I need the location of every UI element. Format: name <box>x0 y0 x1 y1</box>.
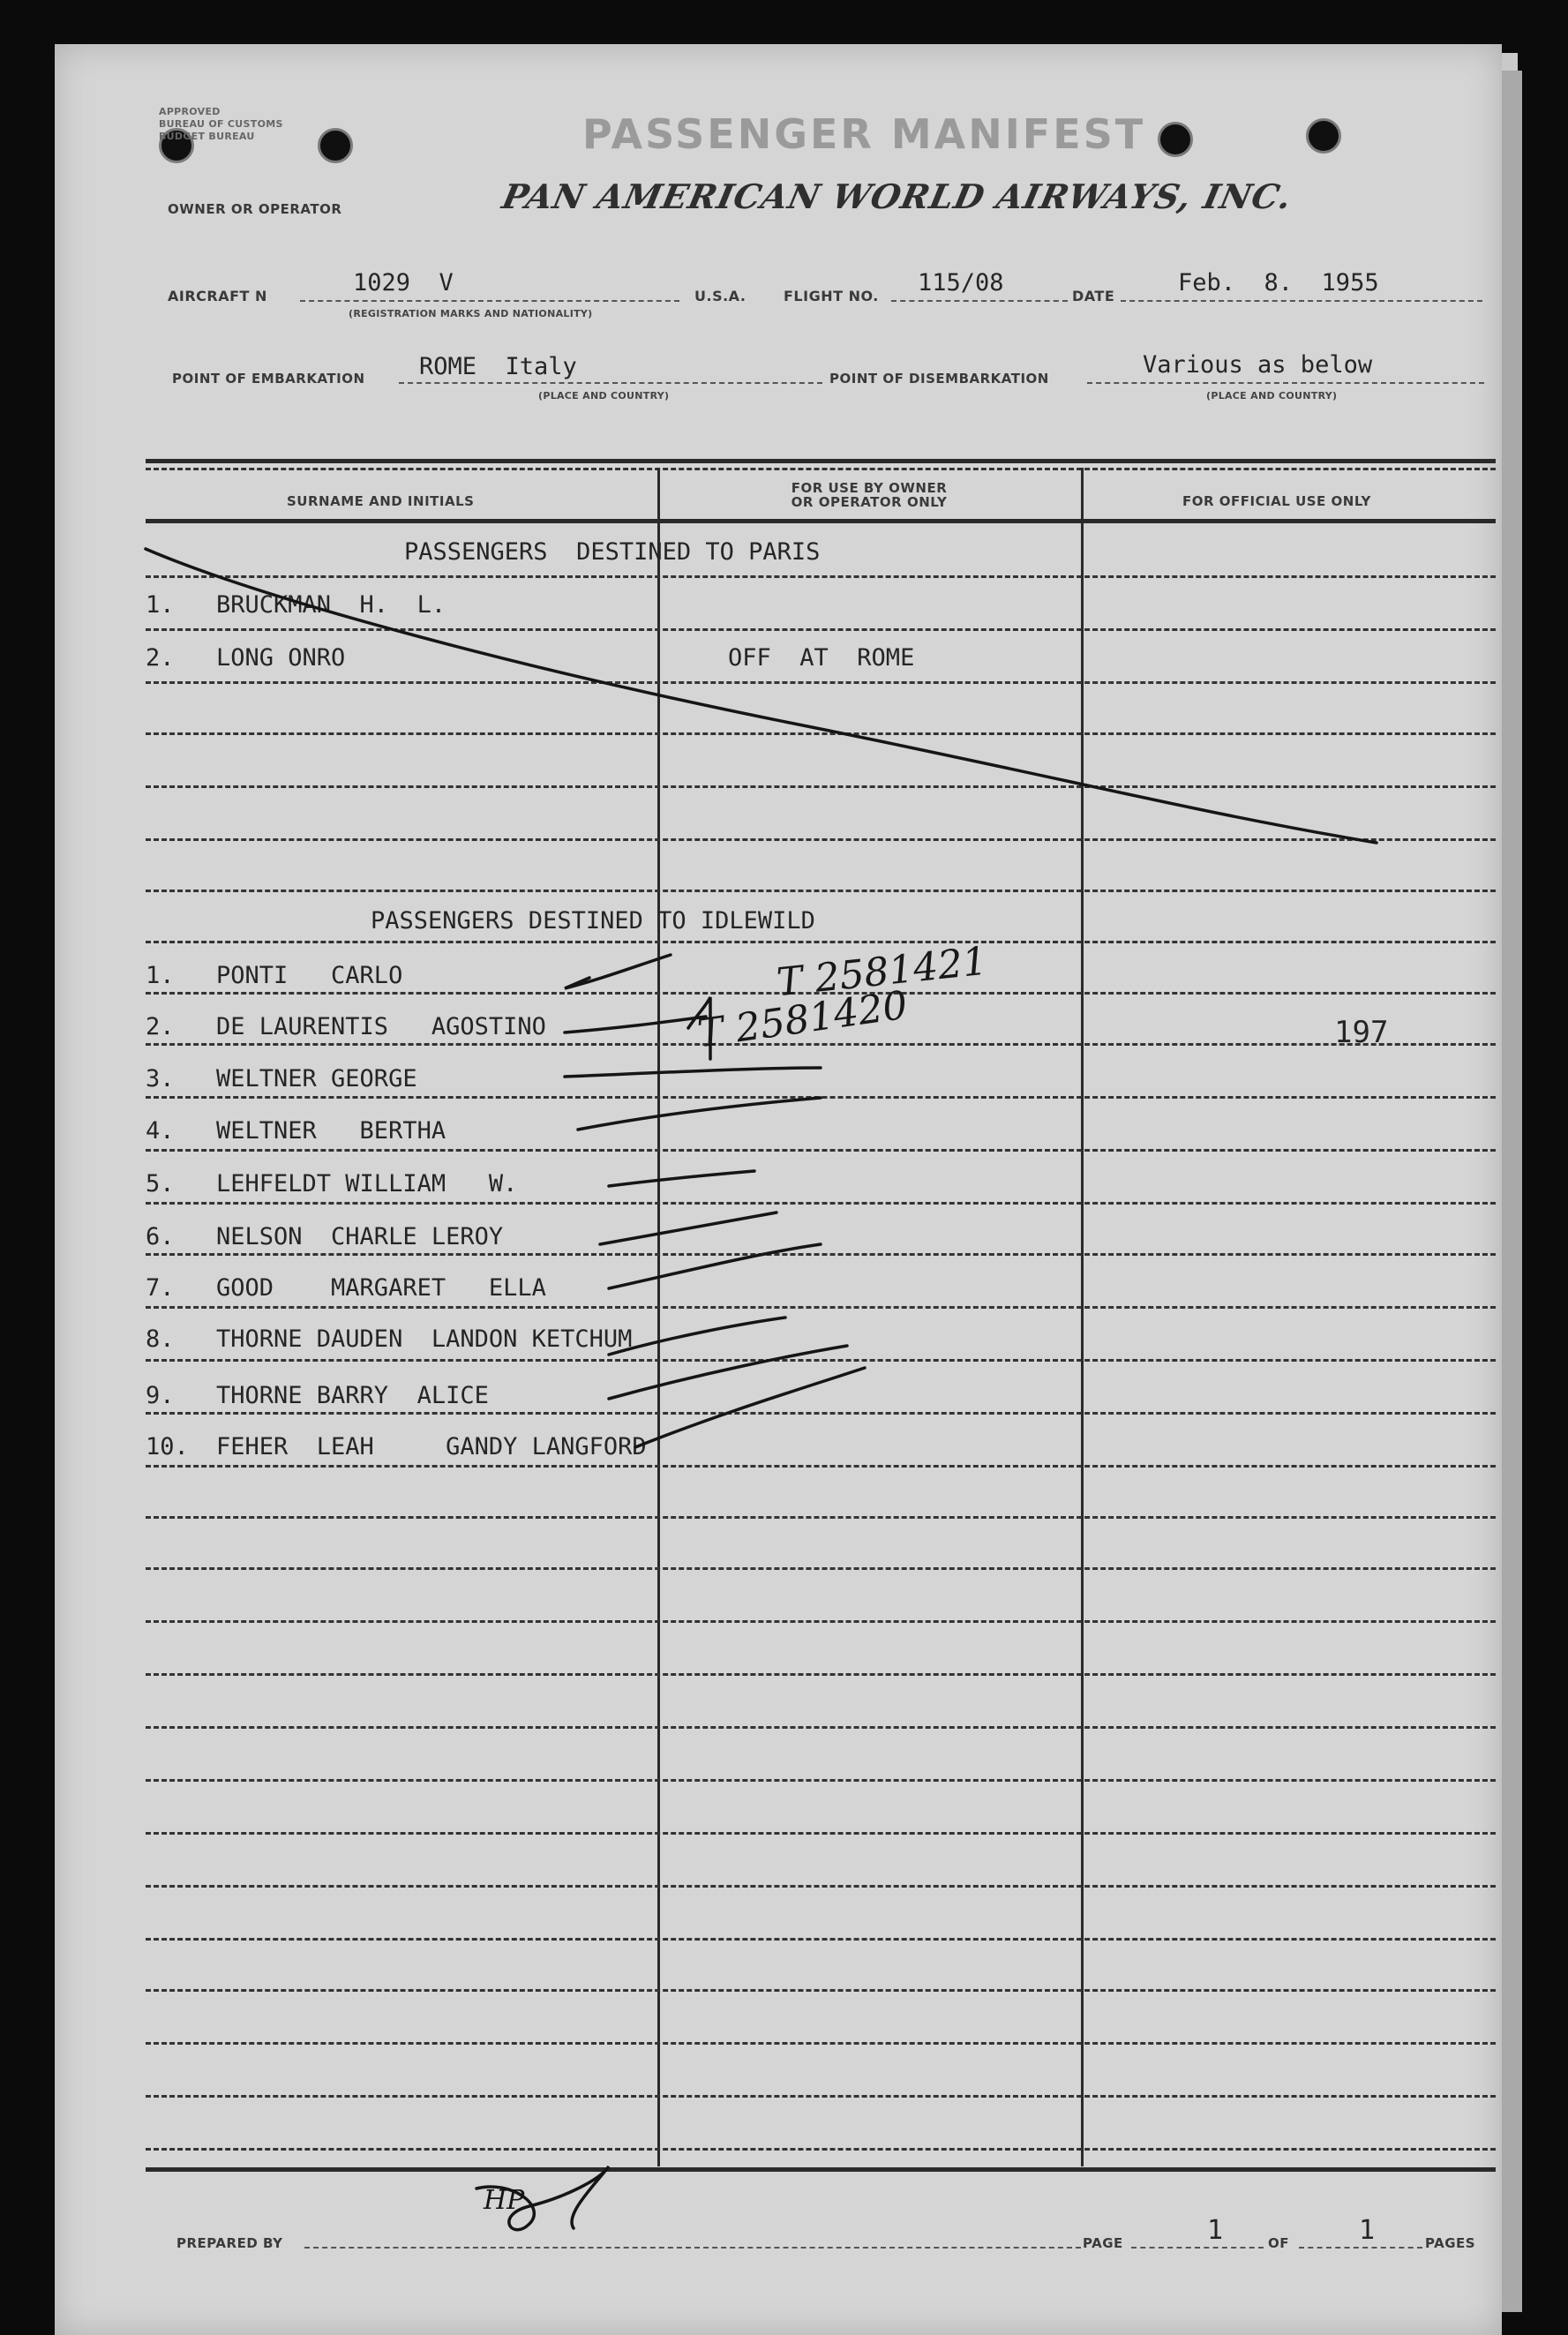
handwritten-ticket-number: T 2581420 <box>694 982 911 1057</box>
paris-row-number: 1. <box>146 591 175 619</box>
tally-stroke <box>578 1098 821 1130</box>
idlewild-row-number: 3. <box>146 1065 175 1092</box>
paris-passenger-name: BRUCKMAN H. L. <box>216 591 446 619</box>
usa-label: U.S.A. <box>694 288 746 304</box>
column-header-official-use: FOR OFFICIAL USE ONLY <box>1182 493 1371 509</box>
idlewild-passenger-name: LEHFELDT WILLIAM W. <box>216 1170 518 1198</box>
page-title: PASSENGER MANIFEST <box>582 110 1146 158</box>
handwritten-ticket-number: T 2581421 <box>774 938 990 1006</box>
column-header-surname: SURNAME AND INITIALS <box>287 493 475 509</box>
idlewild-row-number: 5. <box>146 1170 175 1198</box>
idlewild-passenger-name: NELSON CHARLE LEROY <box>216 1223 504 1250</box>
of-label: OF <box>1268 2235 1289 2251</box>
tally-stroke <box>565 1017 706 1032</box>
embark-label: POINT OF EMBARKATION <box>172 371 365 387</box>
idlewild-passenger-name: FEHER LEAH GANDY LANGFORD <box>216 1433 647 1460</box>
idlewild-passenger-name: GOOD MARGARET ELLA <box>216 1274 546 1302</box>
idlewild-row-number: 8. <box>146 1325 175 1353</box>
idlewild-row-number: 4. <box>146 1117 175 1145</box>
disembark-sublabel: (PLACE AND COUNTRY) <box>1206 390 1338 402</box>
prepared-by-label: PREPARED BY <box>176 2235 283 2251</box>
preparer-initials: HP <box>484 2185 525 2216</box>
page-number: 1 <box>1207 2215 1224 2246</box>
paris-row-note: OFF AT ROME <box>728 644 915 672</box>
flight-number: 115/08 <box>918 269 1004 297</box>
section-heading-idlewild: PASSENGERS DESTINED TO IDLEWILD <box>371 907 815 935</box>
tally-stroke <box>635 1368 865 1447</box>
aircraft-value: 1029 V <box>353 269 454 297</box>
aircraft-sublabel: (REGISTRATION MARKS AND NATIONALITY) <box>349 308 593 319</box>
total-pages: 1 <box>1359 2215 1376 2246</box>
tally-stroke <box>609 1318 785 1355</box>
check-mark-stroke <box>565 955 671 988</box>
flight-label: FLIGHT NO. <box>784 288 879 304</box>
idlewild-passenger-name: THORNE BARRY ALICE <box>216 1382 489 1409</box>
tally-stroke <box>609 1244 821 1288</box>
idlewild-passenger-name: PONTI CARLO <box>216 962 403 989</box>
idlewild-row-number: 7. <box>146 1274 175 1302</box>
idlewild-passenger-name: THORNE DAUDEN LANDON KETCHUM <box>216 1325 633 1353</box>
tally-stroke <box>609 1346 847 1399</box>
paris-row-number: 2. <box>146 644 175 672</box>
company-name: PAN AMERICAN WORLD AIRWAYS, INC. <box>499 176 1296 216</box>
tally-stroke <box>565 1068 821 1077</box>
idlewild-row-number: 9. <box>146 1382 175 1409</box>
idlewild-passenger-name: WELTNER GEORGE <box>216 1065 417 1092</box>
idlewild-row-number: 6. <box>146 1223 175 1250</box>
idlewild-row-number: 10. <box>146 1433 189 1460</box>
embark-value: ROME Italy <box>419 353 577 380</box>
page-label: PAGE <box>1083 2235 1123 2251</box>
aircraft-label: AIRCRAFT N <box>168 288 267 304</box>
paris-cancel-stroke <box>146 549 1377 843</box>
owner-label: OWNER OR OPERATOR <box>168 201 342 217</box>
tally-stroke <box>609 1171 754 1186</box>
idlewild-passenger-name: WELTNER BERTHA <box>216 1117 446 1145</box>
flight-date: Feb. 8. 1955 <box>1178 269 1379 297</box>
paris-passenger-name: LONG ONRO <box>216 644 346 672</box>
disembark-label: POINT OF DISEMBARKATION <box>829 371 1049 387</box>
idlewild-passenger-name: DE LAURENTIS AGOSTINO <box>216 1013 546 1040</box>
approval-stamp: APPROVED BUREAU OF CUSTOMS BUDGET BUREAU <box>159 106 283 142</box>
pages-label: PAGES <box>1425 2235 1476 2251</box>
disembark-value: Various as below <box>1143 351 1373 379</box>
embark-sublabel: (PLACE AND COUNTRY) <box>538 390 670 402</box>
official-number: 197 <box>1334 1015 1389 1050</box>
section-heading-paris: PASSENGERS DESTINED TO PARIS <box>404 538 821 566</box>
idlewild-row-number: 2. <box>146 1013 175 1040</box>
idlewild-row-number: 1. <box>146 962 175 989</box>
date-label: DATE <box>1072 288 1115 304</box>
tally-stroke <box>600 1213 776 1244</box>
column-header-owner-use: FOR USE BY OWNER OR OPERATOR ONLY <box>791 480 948 510</box>
